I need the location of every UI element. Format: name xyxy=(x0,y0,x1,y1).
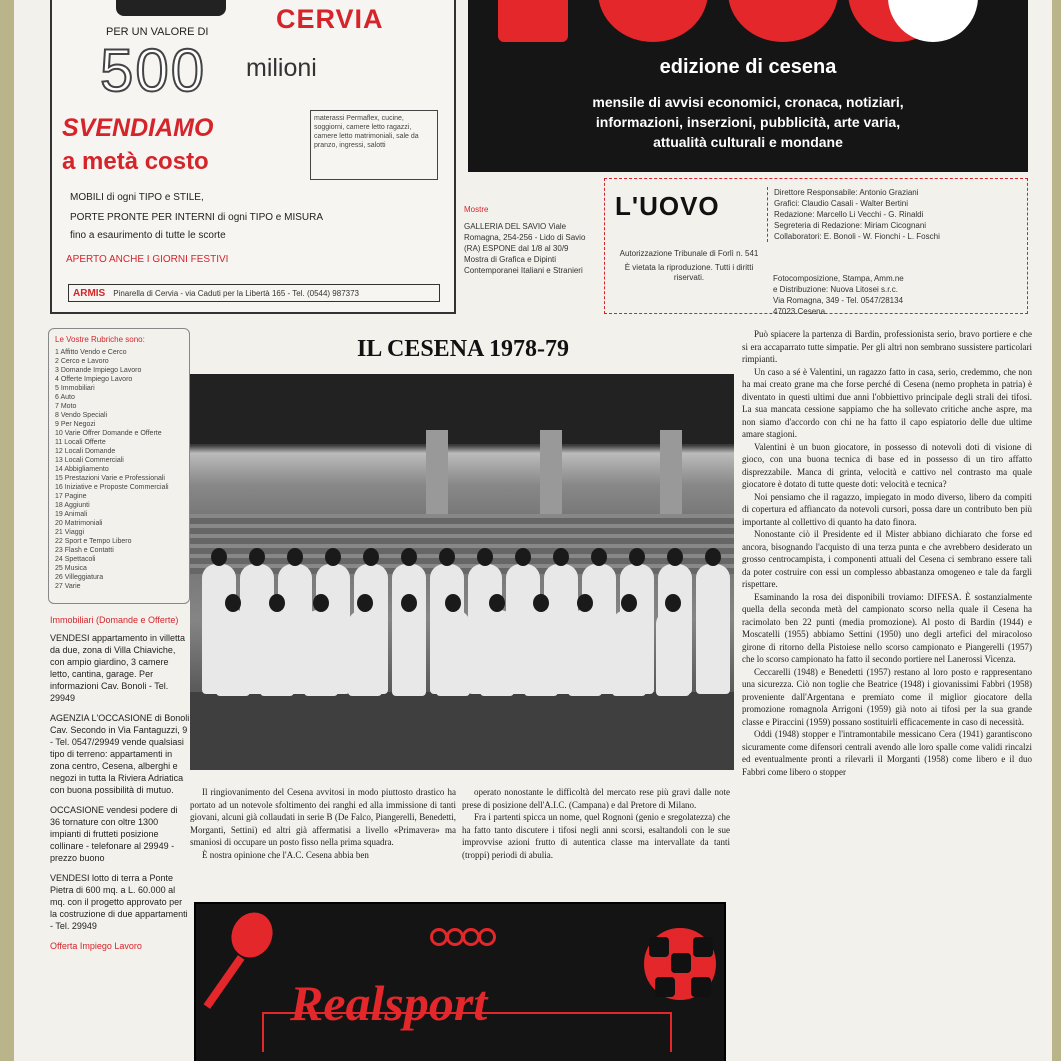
mostre-notice xyxy=(464,204,594,276)
rubrica-item: 13 Locali Commerciali xyxy=(55,457,124,464)
masthead-description-line: mensile di avvisi economici, cronaca, notiziari, xyxy=(592,94,904,110)
article-paragraph: Un caso a sé è Valentini, un ragazzo fatto in casa, serio, credemmo, che non ha mai creato grane ma che forse perché di Cesena (nemo propheta in patria) è diventato in questi ultimi due anni l'obbiettivo principale degli strali dei tifosi. La sua mancata cessione sappiamo che ha sollevato critiche anche aspre, ma non siamo d'accordo con chi ne ha fatto il capo espiatorio delle due ultime amare stagioni. xyxy=(742,366,1032,439)
colophon-box xyxy=(604,178,1028,314)
rubrica-item: 5 Immobiliari xyxy=(55,385,95,392)
article-paragraph: operato nonostante le difficoltà del mercato rese più gravi dalle note prese di posizione dell'A.I.C. (Campana) e dal Pretore di Milano. xyxy=(462,787,730,810)
team-player xyxy=(348,610,382,696)
team-player xyxy=(260,610,294,696)
rubrica-item: 16 Iniziative e Proposte Commerciali xyxy=(55,484,169,491)
ad-headline: SVENDIAMO xyxy=(62,114,214,142)
authorization-text: Autorizzazione Tribunale di Forlì n. 541 xyxy=(619,249,759,258)
classified-item: Offerta Impiego Lavoro xyxy=(50,941,142,951)
rubrica-item: 22 Sport e Tempo Libero xyxy=(55,538,132,545)
rubrica-item: 18 Aggiunti xyxy=(55,502,90,509)
team-player xyxy=(524,610,558,696)
rubrica-item: 14 Abbigliamento xyxy=(55,466,109,473)
newspaper-page xyxy=(14,0,1052,1061)
colophon-print xyxy=(767,273,1023,317)
article-column-2 xyxy=(462,786,730,861)
rubrica-item: 7 Moto xyxy=(55,403,77,410)
classified-item: OCCASIONE vendesi podere di 36 tornature con oltre 1300 impianti di frutteti posizione collinare - telefonare al 29949 - prezzo buono xyxy=(50,805,178,863)
team-photo xyxy=(190,374,734,770)
staff-line: Collaboratori: E. Bonoli - W. Fionchi - L. Foschi xyxy=(774,232,940,241)
rubrica-item: 17 Pagine xyxy=(55,493,87,500)
rubrica-item: 20 Matrimoniali xyxy=(55,520,103,527)
team-player xyxy=(568,610,602,696)
rubrica-item: 25 Musica xyxy=(55,565,87,572)
classified-item: AGENZIA L'OCCASIONE di Bonoli Cav. Secondo in Via Fantaguzzi, 9 - Tel. 0547/29949 vende qualsiasi tipo di terreno: appartamenti in zona centro, Cesena, alberghi e negozi in tutta la Riviera Adriatica con buona possibilità di mutuo. xyxy=(50,713,190,795)
rubrica-item: 21 Viaggi xyxy=(55,529,85,536)
ad-city: CERVIA xyxy=(276,4,384,34)
colophon-authorization xyxy=(619,249,759,283)
ad-address: Pinarella di Cervia - via Caduti per la Libertà 165 - Tel. (0544) 987373 xyxy=(113,289,360,298)
rubrica-item: 19 Animali xyxy=(55,511,88,518)
rubrica-item: 4 Offerte Impiego Lavoro xyxy=(55,376,133,383)
team-player xyxy=(656,610,690,696)
rubrica-item: 24 Spettacoli xyxy=(55,556,96,563)
classifieds-column xyxy=(50,614,190,960)
racket-handle xyxy=(204,955,245,1009)
rights-text: È vietata la riproduzione. Tutti i diritti riservati. xyxy=(624,263,754,282)
article-paragraph: Ceccarelli (1948) e Benedetti (1957) restano al loro posto e rappresentano una sicurezza. Ciò non toglie che Beatrice (1948) i giovanissimi Fabbri (1958) proveniente dall'Argentana e premiato come il miglior giocatore della promozione romagnola Arrigoni (1959) già noto ai tifosi per la sua grande classe e Piraccini (1959) possano sostituirli efficacemente in caso di necessità. xyxy=(742,666,1032,727)
print-line: e Distribuzione: Nuova Litosei s.r.c. xyxy=(773,285,898,294)
colophon-logo-text: L'UOVO xyxy=(615,191,720,221)
rubrica-item: 26 Villeggiatura xyxy=(55,574,104,581)
article-paragraph: Noi pensiamo che il ragazzo, impiegato in modo diverso, libero da compiti di copertura ed affiancato da notevoli cursori, possa dare un contributo ben più importante al collettivo di quanto ha dato finora. xyxy=(742,491,1032,527)
ad-line-2: PORTE PRONTE PER INTERNI di ogni TIPO e MISURA xyxy=(70,212,324,223)
article-paragraph: È nostra opinione che l'A.C. Cesena abbia ben xyxy=(202,849,369,860)
team-player xyxy=(480,610,514,696)
furniture-ad xyxy=(50,0,456,314)
team-player xyxy=(612,610,646,696)
article-column-1 xyxy=(190,786,456,861)
rubrica-item: 6 Auto xyxy=(55,394,75,401)
colophon-staff xyxy=(767,187,1023,242)
rubriche-title: Le Vostre Rubriche sono: xyxy=(55,335,145,344)
article-paragraph: Può spiacere la partenza di Bardin, professionista serio, bravo portiere e che si era accaparrato tutte simpatie. Per gli altri non sembrano sussistere particolari rimpianti. xyxy=(742,329,1032,364)
rubrica-item: 11 Locali Offerte xyxy=(55,439,106,446)
team-player xyxy=(392,610,426,696)
masthead xyxy=(468,0,1028,172)
team-player xyxy=(304,610,338,696)
team-player xyxy=(436,610,470,696)
ad-products-box: materassi Permaflex, cucine, soggiorni, camere letto ragazzi, camere letto matrimoniali, sale da pranzo, ingressi, salotti xyxy=(310,110,438,180)
rubrica-item: 2 Cerco e Lavoro xyxy=(55,358,109,365)
ad-logo xyxy=(116,0,226,16)
realsport-ad xyxy=(194,902,726,1061)
rubrica-item: 23 Flash e Contatti xyxy=(55,547,114,554)
rubrica-item: 9 Per Negozi xyxy=(55,421,96,428)
realsport-frame xyxy=(262,1012,672,1052)
print-line: 47023 Cesena xyxy=(773,307,826,316)
article-paragraph: Esaminando la rosa dei disponibili troviamo: DIFESA. È sostanzialmente quella della seconda metà del campionato scorso nella quale il Cesena ha racimolato ben 22 punti (media promozione). Al posto di Bardin (1944) e Moscatelli (1955) abbiamo Settini (1950) uno degli artefici del miracoloso girone di ritorno della Pistoiese nello scorso campionato e Piangerelli (1957) che lo scorso campionato ha fatto il secondo portiere nel Lanerossi Vicenza. xyxy=(742,591,1032,664)
team-player xyxy=(216,610,250,696)
staff-line: Redazione: Marcello Li Vecchi - G. Rinaldi xyxy=(774,210,924,219)
ad-aperto: APERTO ANCHE I GIORNI FESTIVI xyxy=(66,254,229,265)
rubriche-box xyxy=(48,328,190,604)
ad-address-bar xyxy=(68,284,440,302)
soccer-ball-icon xyxy=(644,928,716,1000)
article-headline: IL CESENA 1978-79 xyxy=(356,336,570,362)
rubrica-item: 1 Affitto Vendo e Cerco xyxy=(55,349,127,356)
team-player xyxy=(696,564,730,694)
ad-line-1: MOBILI di ogni TIPO e STILE, xyxy=(70,192,204,203)
ad-subheadline: a metà costo xyxy=(62,148,209,175)
rubrica-item: 15 Prestazioni Varie e Professionali xyxy=(55,475,165,482)
rubrica-item: 12 Locali Domande xyxy=(55,448,116,455)
article-paragraph: Nonostante ciò il Presidente ed il Mister abbiano dichiarato che forse ed ancora, bisognando l'acquisto di una terza punta e che avrebbero desiderato un grosso centrocampista, i componenti attuali del Cesena ci sembrano essere tali da poter costruire con essi un complesso abbastanza omogeneo e tale da fargli rispettare. xyxy=(742,529,1032,589)
rubrica-item: 3 Domande Impiego Lavoro xyxy=(55,367,142,374)
masthead-edition: edizione di cesena xyxy=(659,56,837,78)
rubriche-list xyxy=(55,348,183,591)
masthead-description xyxy=(468,92,1028,152)
rubrica-item: 8 Vendo Speciali xyxy=(55,412,108,419)
ad-line-3: fino a esaurimento di tutte le scorte xyxy=(70,230,226,241)
rubrica-item: 27 Varie xyxy=(55,583,81,590)
ad-valore: PER UN VALORE DI xyxy=(106,26,209,38)
article-paragraph: Valentini è un buon giocatore, in possesso di notevoli doti di visione di gioco, con una buona tecnica di base ed in possesso di un tiro affatto disprezzabile. Manca di grinta, velocità e cattivo nel contrasto ma quale giocatore è dotato di tutte queste doti: velocità e tecnica? xyxy=(742,441,1032,489)
ad-amount-unit: milioni xyxy=(246,54,317,82)
masthead-description-line: attualità culturali e mondane xyxy=(653,134,843,150)
mostre-text: GALLERIA DEL SAVIO Viale Romagna, 254-256 - Lido di Savio (RA) ESPONE dal 1/8 al 30/9 Mostra di Grafica e Dipinti Contemporanei Italiani e Stranieri xyxy=(464,222,586,275)
tennis-racket-icon xyxy=(224,906,280,965)
article-paragraph: Oddi (1948) stopper e l'intramontabile messicano Cera (1941) garantiscono sicuramente come difensori centrali avendo alle loro spalle come validi rincalzi ed eventualmente pronti a rilevarli il Morganti (1958) come libero e il duo Fabbri come libero o stopper xyxy=(742,729,1032,777)
classifieds-title: Immobiliari (Domande e Offerte) xyxy=(50,615,179,625)
classified-item: VENDESI appartamento in villetta da due, zona di Villa Chiaviche, con ampio giardino, 3 camere letto, cantina, garage. Per informazioni Cav. Bonoli - Tel. 29949 xyxy=(50,633,186,703)
staff-line: Direttore Responsabile: Antonio Graziani xyxy=(774,188,919,197)
classified-item: VENDESI lotto di terra a Ponte Pietra di 600 mq. a L. 60.000 al mq. con il progetto approvato per la costruzione di due appartamenti - Tel. 29949 xyxy=(50,873,188,931)
masthead-description-line: informazioni, inserzioni, pubblicità, arte varia, xyxy=(595,114,901,130)
realsport-title: Realsport xyxy=(290,975,488,1031)
mostre-label: Mostre xyxy=(464,205,489,214)
olympic-rings-icon xyxy=(430,924,494,948)
print-line: Via Romagna, 349 - Tel. 0547/28134 xyxy=(773,296,904,305)
article-column-3 xyxy=(742,328,1032,778)
article-paragraph: Il ringiovanimento del Cesena avvitosi in modo piuttosto drastico ha portato ad un notevole sfoltimento dei ranghi ed alla immissione di tanti giovani, alcuni già collaudati in serie B (De Falco, Piangerelli, Benedetti, Morganti, Settini) ed altri già affermatisi a livello «Primavera» ma smaniosi di occupare un posto fisso nella prima squadra. xyxy=(190,787,456,847)
print-line: Fotocomposizione, Stampa, Amm.ne xyxy=(773,274,904,283)
rubrica-item: 10 Varie Offrer Domande e Offerte xyxy=(55,430,162,437)
ad-amount: 500 xyxy=(100,37,207,104)
staff-line: Grafici: Claudio Casali - Walter Bertini xyxy=(774,199,908,208)
staff-line: Segreteria di Redazione: Miriam Cicognani xyxy=(774,221,927,230)
article-paragraph: Fra i partenti spicca un nome, quel Rognoni (genio e sregolatezza) che ha fatto tanto discutere i tifosi negli anni scorsi, esaltandoli con le sue improvvise azioni frutto di autentica classe ma intervallate da tanti (troppi) periodi di abulia. xyxy=(462,812,730,860)
colophon-logo xyxy=(615,191,720,222)
ad-brand: ARMIS xyxy=(73,288,106,299)
